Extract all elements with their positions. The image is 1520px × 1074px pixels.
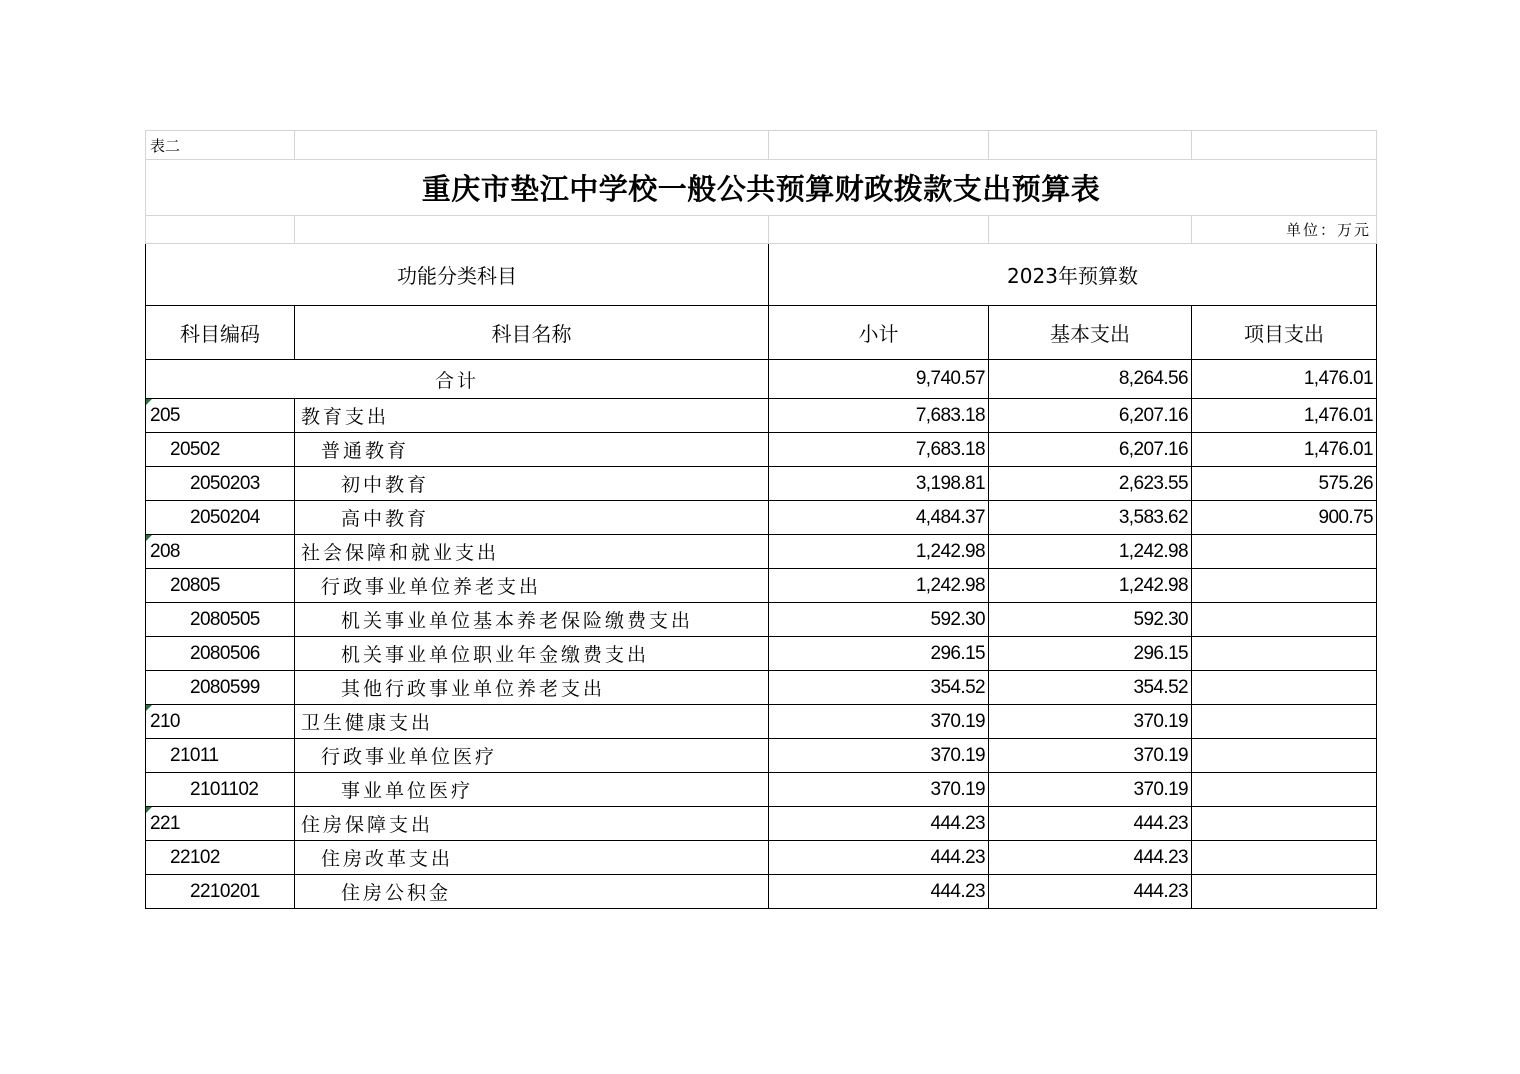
table-row xyxy=(146,399,1377,433)
header-row-columns xyxy=(146,306,1377,360)
subtotal-value-text: 444.23 xyxy=(930,812,985,834)
basic-value xyxy=(989,637,1192,671)
title-row xyxy=(146,160,1377,216)
table-row xyxy=(146,841,1377,875)
subject-name xyxy=(295,807,769,841)
table-row xyxy=(146,501,1377,535)
subject-name xyxy=(295,705,769,739)
subject-name xyxy=(295,875,769,909)
basic-value-text: 592.30 xyxy=(1133,608,1188,630)
table-row xyxy=(146,807,1377,841)
subject-code xyxy=(146,569,295,603)
subtotal-value xyxy=(769,569,989,603)
table-row xyxy=(146,569,1377,603)
subject-name xyxy=(295,671,769,705)
project-value xyxy=(1192,535,1377,569)
cell-marker-icon xyxy=(146,705,152,711)
subject-code-text: 2050204 xyxy=(190,506,260,528)
basic-value-text: 354.52 xyxy=(1133,676,1188,698)
subject-name xyxy=(295,535,769,569)
subject-code-text: 2210201 xyxy=(190,880,260,902)
subject-name-text: 卫生健康支出 xyxy=(301,712,434,734)
subject-code-text: 21011 xyxy=(170,744,219,766)
basic-value-text: 296.15 xyxy=(1133,642,1188,664)
sheet-label-row xyxy=(146,131,1377,160)
subtotal-value-text: 370.19 xyxy=(930,710,985,732)
subject-name-text: 行政事业单位养老支出 xyxy=(321,576,542,598)
subject-name-text: 机关事业单位基本养老保险缴费支出 xyxy=(341,610,694,632)
table-row xyxy=(146,467,1377,501)
basic-value xyxy=(989,569,1192,603)
subject-name-text: 住房保障支出 xyxy=(301,814,434,836)
basic-value-text: 6,207.16 xyxy=(1118,404,1188,426)
subtotal-value xyxy=(769,501,989,535)
subtotal-value-text: 1,242.98 xyxy=(915,574,985,596)
basic-value-text: 444.23 xyxy=(1133,812,1188,834)
table-row xyxy=(146,875,1377,909)
subject-code xyxy=(146,671,295,705)
header-name: 科目名称 xyxy=(295,306,769,360)
basic-value xyxy=(989,433,1192,467)
project-value xyxy=(1192,399,1377,433)
basic-value xyxy=(989,535,1192,569)
subject-code-text: 2101102 xyxy=(190,778,259,800)
subject-name-text: 普通教育 xyxy=(321,440,410,462)
basic-value-text: 6,207.16 xyxy=(1118,438,1188,460)
table-row xyxy=(146,705,1377,739)
basic-value xyxy=(989,603,1192,637)
subtotal-value-text: 296.15 xyxy=(930,642,985,664)
subject-code xyxy=(146,433,295,467)
subject-name xyxy=(295,569,769,603)
project-value-text: 1,476.01 xyxy=(1303,404,1373,426)
total-basic: 8,264.56 xyxy=(989,360,1192,399)
basic-value-text: 370.19 xyxy=(1133,778,1188,800)
basic-value-text: 370.19 xyxy=(1133,744,1188,766)
basic-value xyxy=(989,807,1192,841)
subtotal-value xyxy=(769,773,989,807)
subject-code-text: 221 xyxy=(150,812,180,834)
header-code: 科目编码 xyxy=(146,306,295,360)
subtotal-value-text: 1,242.98 xyxy=(915,540,985,562)
subject-name-text: 高中教育 xyxy=(341,508,430,530)
subtotal-value xyxy=(769,671,989,705)
subject-code xyxy=(146,501,295,535)
subject-code-text: 2080505 xyxy=(190,608,260,630)
subtotal-value-text: 444.23 xyxy=(930,880,985,902)
subtotal-value xyxy=(769,739,989,773)
subject-name-text: 社会保障和就业支出 xyxy=(301,542,500,564)
subject-code-text: 20502 xyxy=(170,438,220,460)
subject-code-text: 20805 xyxy=(170,574,220,596)
subject-name xyxy=(295,841,769,875)
subtotal-value xyxy=(769,637,989,671)
project-value xyxy=(1192,603,1377,637)
total-row xyxy=(146,360,1377,399)
subject-name xyxy=(295,739,769,773)
project-value-text: 900.75 xyxy=(1318,506,1373,528)
project-value xyxy=(1192,705,1377,739)
subtotal-value-text: 354.52 xyxy=(930,676,985,698)
subject-code-text: 22102 xyxy=(170,846,220,868)
subject-code-text: 2080506 xyxy=(190,642,260,664)
total-project: 1,476.01 xyxy=(1192,360,1377,399)
cell-marker-icon xyxy=(146,399,152,405)
subtotal-value-text: 592.30 xyxy=(930,608,985,630)
project-value xyxy=(1192,773,1377,807)
subtotal-value xyxy=(769,535,989,569)
project-value-text: 1,476.01 xyxy=(1303,438,1373,460)
basic-value-text: 1,242.98 xyxy=(1118,574,1188,596)
subject-code xyxy=(146,739,295,773)
table-row xyxy=(146,739,1377,773)
header-row-group xyxy=(146,244,1377,306)
subtotal-value-text: 7,683.18 xyxy=(915,404,985,426)
basic-value xyxy=(989,773,1192,807)
cell-marker-icon xyxy=(146,535,152,541)
subtotal-value xyxy=(769,603,989,637)
subject-code xyxy=(146,467,295,501)
subject-code xyxy=(146,773,295,807)
table-row xyxy=(146,535,1377,569)
project-value xyxy=(1192,569,1377,603)
subtotal-value-text: 444.23 xyxy=(930,846,985,868)
subtotal-value xyxy=(769,467,989,501)
subtotal-value xyxy=(769,705,989,739)
unit-label: 单位：万元 xyxy=(1192,216,1377,244)
subject-code xyxy=(146,875,295,909)
subject-code xyxy=(146,841,295,875)
subtotal-value-text: 370.19 xyxy=(930,778,985,800)
subtotal-value-text: 370.19 xyxy=(930,744,985,766)
subtotal-value xyxy=(769,841,989,875)
basic-value-text: 444.23 xyxy=(1133,846,1188,868)
subject-name xyxy=(295,501,769,535)
subtotal-value-text: 3,198.81 xyxy=(915,472,985,494)
header-subtotal: 小计 xyxy=(769,306,989,360)
project-value xyxy=(1192,739,1377,773)
subject-code xyxy=(146,637,295,671)
basic-value-text: 1,242.98 xyxy=(1118,540,1188,562)
subject-name-text: 教育支出 xyxy=(301,406,390,428)
subtotal-value-text: 7,683.18 xyxy=(915,438,985,460)
subject-code-text: 2080599 xyxy=(190,676,260,698)
table-row xyxy=(146,433,1377,467)
subject-code-text: 2050203 xyxy=(190,472,260,494)
basic-value xyxy=(989,841,1192,875)
subtotal-value-text: 4,484.37 xyxy=(915,506,985,528)
basic-value xyxy=(989,501,1192,535)
subject-code-text: 208 xyxy=(150,540,180,562)
subtotal-value xyxy=(769,875,989,909)
project-value xyxy=(1192,433,1377,467)
cell-marker-icon xyxy=(146,807,152,813)
unit-row xyxy=(146,216,1377,244)
subject-name-text: 其他行政事业单位养老支出 xyxy=(341,678,606,700)
subject-code-text: 205 xyxy=(150,404,180,426)
project-value xyxy=(1192,807,1377,841)
sheet-label: 表二 xyxy=(146,131,295,160)
subtotal-value xyxy=(769,807,989,841)
subject-name-text: 初中教育 xyxy=(341,474,430,496)
basic-value xyxy=(989,739,1192,773)
subject-name xyxy=(295,467,769,501)
total-label: 合计 xyxy=(146,360,769,399)
header-project: 项目支出 xyxy=(1192,306,1377,360)
subject-code xyxy=(146,399,295,433)
subject-name xyxy=(295,773,769,807)
project-value xyxy=(1192,501,1377,535)
page-title: 重庆市垫江中学校一般公共预算财政拨款支出预算表 xyxy=(146,160,1377,216)
project-value xyxy=(1192,637,1377,671)
subject-name xyxy=(295,399,769,433)
header-budget-2023: 2023年预算数 xyxy=(769,244,1377,306)
subject-code-text: 210 xyxy=(150,710,180,732)
subtotal-value xyxy=(769,433,989,467)
table-row xyxy=(146,637,1377,671)
subject-code xyxy=(146,603,295,637)
total-subtotal: 9,740.57 xyxy=(769,360,989,399)
project-value xyxy=(1192,875,1377,909)
budget-table xyxy=(145,130,1377,909)
subject-name-text: 住房公积金 xyxy=(341,882,452,904)
basic-value-text: 2,623.55 xyxy=(1118,472,1188,494)
subject-name-text: 行政事业单位医疗 xyxy=(321,746,498,768)
basic-value-text: 370.19 xyxy=(1133,710,1188,732)
subject-name-text: 事业单位医疗 xyxy=(341,780,474,802)
basic-value xyxy=(989,705,1192,739)
subtotal-value xyxy=(769,399,989,433)
basic-value xyxy=(989,467,1192,501)
project-value-text: 575.26 xyxy=(1318,472,1373,494)
basic-value xyxy=(989,671,1192,705)
subject-name xyxy=(295,433,769,467)
table-row xyxy=(146,671,1377,705)
subject-name-text: 住房改革支出 xyxy=(321,848,454,870)
basic-value xyxy=(989,875,1192,909)
table-row xyxy=(146,773,1377,807)
project-value xyxy=(1192,467,1377,501)
subject-name-text: 机关事业单位职业年金缴费支出 xyxy=(341,644,650,666)
basic-value xyxy=(989,399,1192,433)
project-value xyxy=(1192,841,1377,875)
subject-name xyxy=(295,603,769,637)
subject-code xyxy=(146,705,295,739)
subject-code xyxy=(146,807,295,841)
subject-code xyxy=(146,535,295,569)
basic-value-text: 3,583.62 xyxy=(1118,506,1188,528)
table-row xyxy=(146,603,1377,637)
basic-value-text: 444.23 xyxy=(1133,880,1188,902)
project-value xyxy=(1192,671,1377,705)
header-basic: 基本支出 xyxy=(989,306,1192,360)
subject-name xyxy=(295,637,769,671)
header-functional-category: 功能分类科目 xyxy=(146,244,769,306)
